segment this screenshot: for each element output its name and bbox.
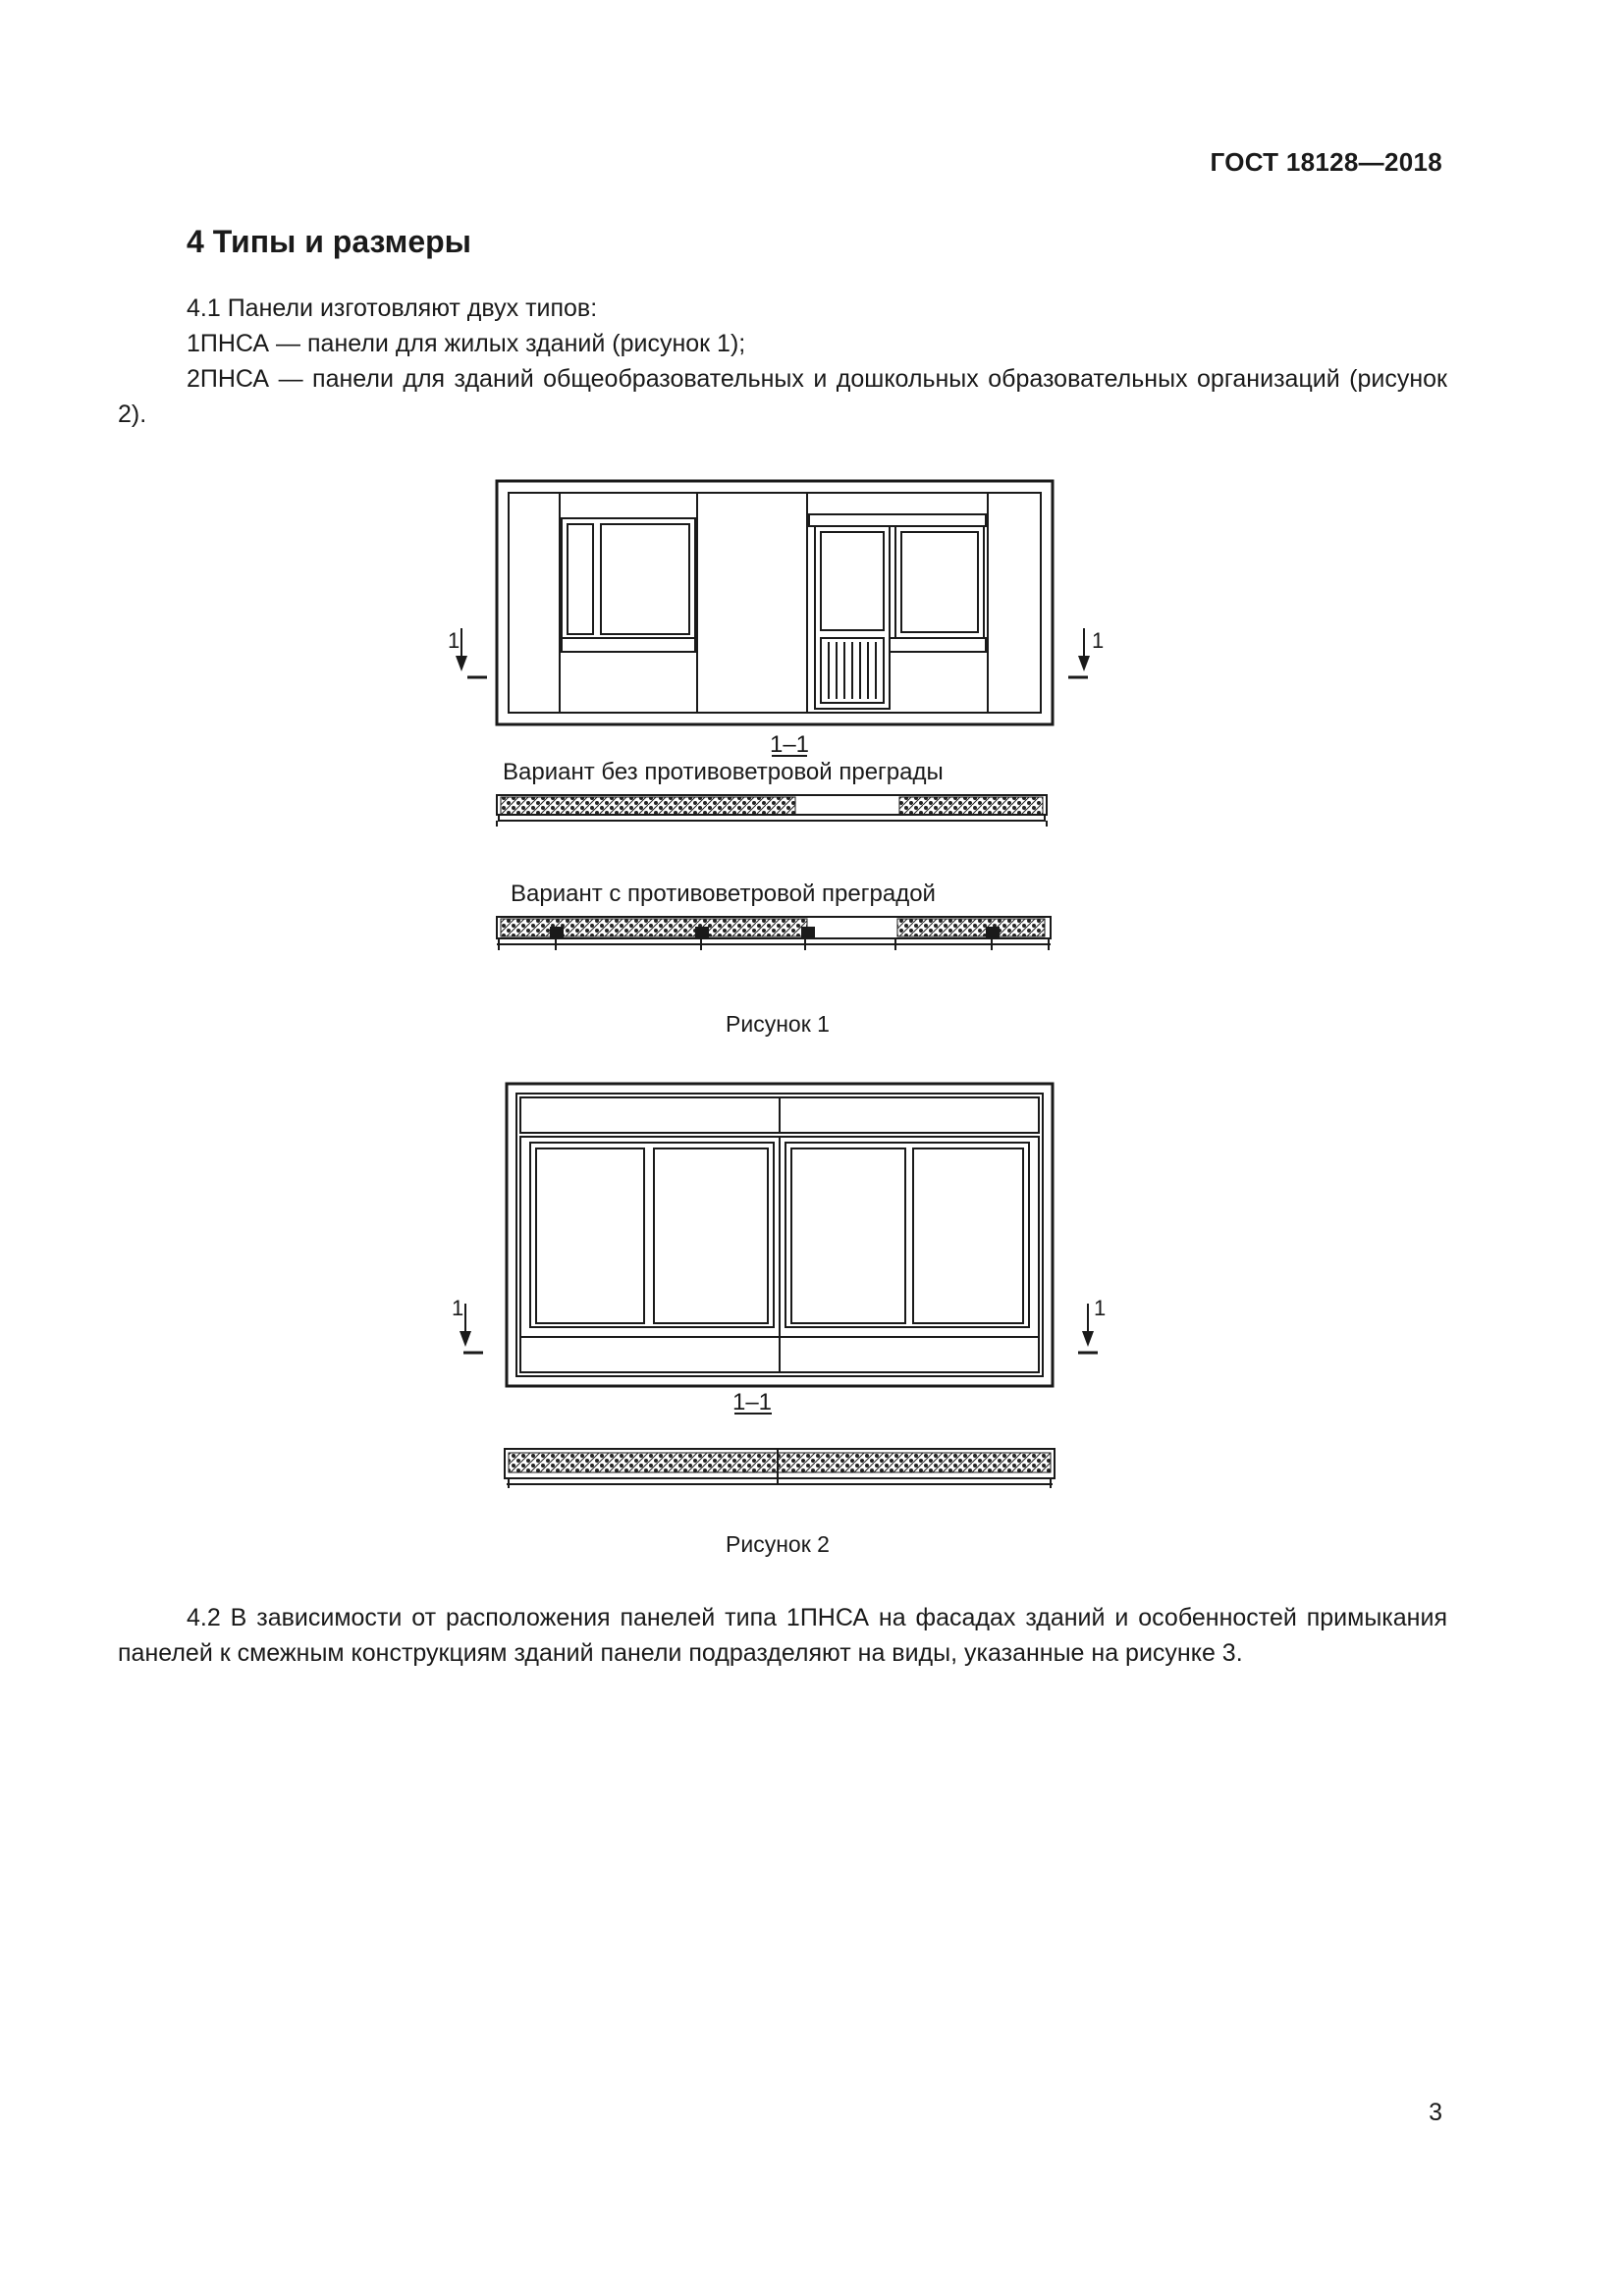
figure-2-facade <box>507 1084 1053 1386</box>
figure-1-variant-without-barrier: Вариант без противоветровой преграды <box>503 759 944 785</box>
figure-2-left-mark: 1 <box>452 1296 464 1320</box>
figure-1-door-grille <box>829 642 876 699</box>
figure-1-section-arrows <box>456 628 1090 677</box>
figure-1-caption: Рисунок 1 <box>726 1011 830 1037</box>
page-number: 3 <box>1429 2099 1442 2126</box>
figure-1-section-label: 1–1 <box>769 731 810 758</box>
figure-1-section-without-barrier <box>497 795 1047 827</box>
paragraph-type-1pnsa: 1ПНСА — панели для жилых зданий (рисунок 1); <box>187 330 746 357</box>
paragraph-4-2: 4.2 В зависимости от расположения панелей типа 1ПНСА на фасадах зданий и особенностей примыкания панелей к смежным конструкциям зданий панели подразделяют на виды, указанные на рисунке 3. <box>118 1604 1447 1667</box>
figure-2-right-mark: 1 <box>1094 1296 1107 1320</box>
figure-2-caption: Рисунок 2 <box>726 1531 830 1557</box>
figure-1-left-mark: 1 <box>448 628 460 653</box>
figure-2-section-label: 1–1 <box>731 1389 773 1415</box>
figure-1-facade <box>497 481 1053 724</box>
figure-1-variant-with-barrier: Вариант с противоветровой преградой <box>511 881 936 907</box>
section-title: 4 Типы и размеры <box>187 224 471 259</box>
document-header: ГОСТ 18128—2018 <box>1210 147 1442 177</box>
paragraph-4-1-intro: 4.1 Панели изготовляют двух типов: <box>187 294 598 322</box>
paragraph-type-2pnsa: 2ПНСА — панели для зданий общеобразовательных и дошкольных образовательных организаций (рисунок 2). <box>118 365 1447 428</box>
figure-1-right-mark: 1 <box>1092 628 1105 653</box>
figure-2-section <box>505 1449 1055 1488</box>
figure-1-section-with-barrier <box>497 917 1051 950</box>
